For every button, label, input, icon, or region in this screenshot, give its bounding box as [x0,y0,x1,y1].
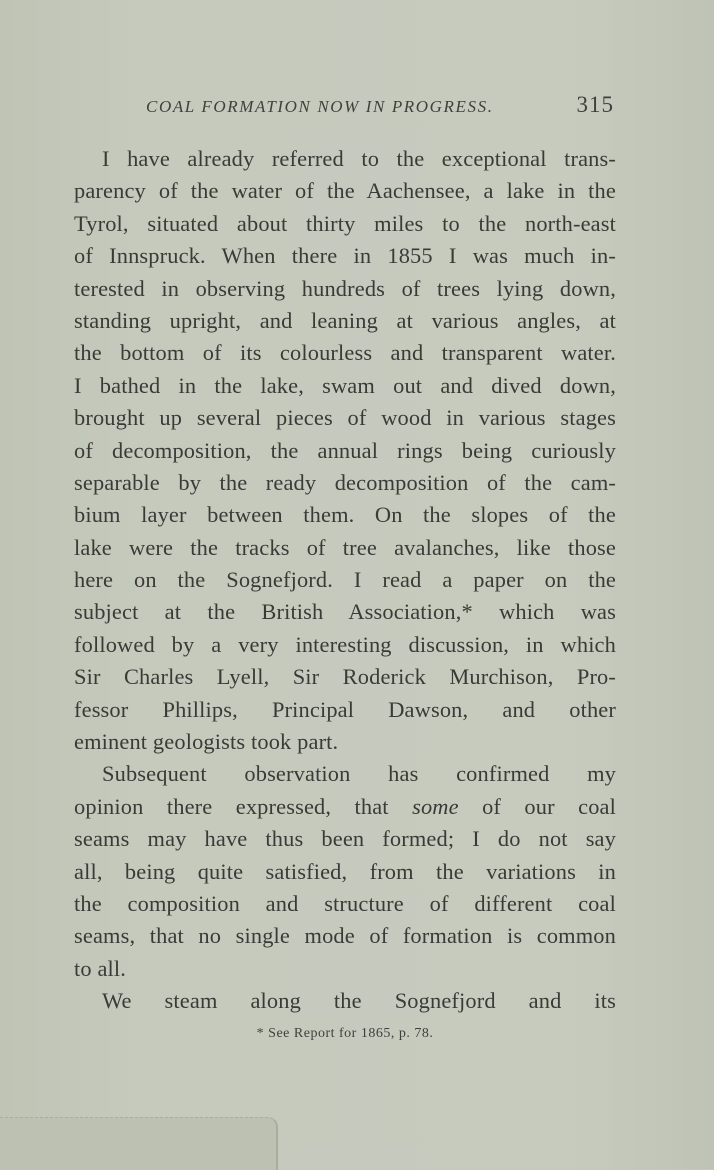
text-line: Subsequent observation has confirmed my [102,761,616,787]
text-line: bium layer between them. On the slopes of the [74,502,616,528]
text-line: I bathed in the lake, swam out and dived down, [74,372,616,398]
text-line: eminent geologists took part. [74,729,339,755]
page-edge-strip [0,1117,278,1170]
text-line: followed by a very interesting discussion, in which [74,631,616,657]
text-line: I have already referred to the exceptional trans- [102,146,616,171]
text-line: the composition and structure of different coal [74,890,616,916]
text-line: here on the Sognefjord. I read a paper on the [74,567,616,593]
text-line: Tyrol, situated about thirty miles to the north-east [74,210,616,236]
text-line: seams may have thus been formed; I do not say [74,826,616,852]
text-run: opinion there expressed, that [74,793,413,819]
text-line: of Innspruck. When there in 1855 I was much in- [74,243,616,269]
text-line: Sir Charles Lyell, Sir Roderick Murchison, Pro- [74,664,616,690]
text-line: We steam along the Sognefjord and its [102,988,616,1014]
text-line: of decomposition, the annual rings being curiously [74,437,616,463]
text-line [74,791,616,823]
running-title: COAL FORMATION NOW IN PROGRESS. [146,97,494,116]
body-text [74,143,616,1018]
text-line: parency of the water of the Aachensee, a lake in the [74,178,616,204]
page-header [76,92,616,126]
text-run: of our coal [458,793,617,819]
page-number: 315 [576,92,614,117]
text-line: the bottom of its colourless and transparent water. [74,340,616,366]
text-line: subject at the British Association,* which was [74,599,616,625]
text-line: standing upright, and leaning at various angles, at [74,307,616,333]
text-line: fessor Phillips, Principal Dawson, and other [74,696,616,722]
footnote: * See Report for 1865, p. 78. [256,1026,434,1041]
text-line: seams, that no single mode of formation is common [74,923,616,949]
text-line: all, being quite satisfied, from the variations in [74,858,616,884]
emphasis-text: some [412,793,459,819]
text-line: to all. [74,955,127,981]
text-line: separable by the ready decomposition of the cam- [74,469,616,495]
text-line: terested in observing hundreds of trees lying down, [74,275,616,301]
text-line: brought up several pieces of wood in various stages [74,405,616,431]
text-line: lake were the tracks of tree avalanches, like those [74,534,616,560]
